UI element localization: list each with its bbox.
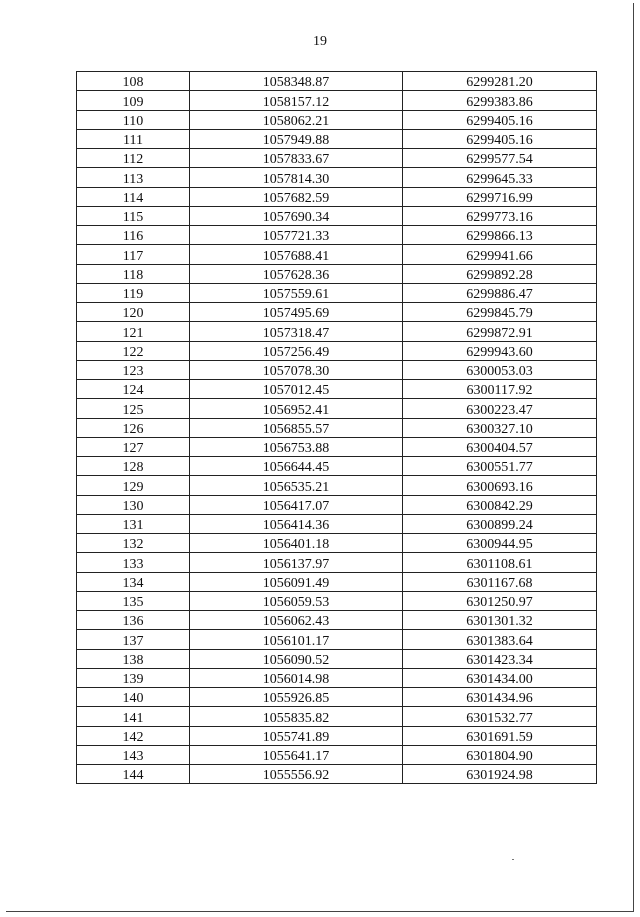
x-coordinate-cell: 1057814.30 (190, 168, 403, 187)
point-number-cell: 143 (77, 745, 190, 764)
point-number-cell: 130 (77, 495, 190, 514)
y-coordinate-cell: 6301167.68 (403, 572, 597, 591)
y-coordinate-cell: 6301434.00 (403, 668, 597, 687)
x-coordinate-cell: 1057318.47 (190, 322, 403, 341)
table-row (77, 418, 597, 437)
x-coordinate-cell: 1055741.89 (190, 726, 403, 745)
y-coordinate-cell: 6300551.77 (403, 457, 597, 476)
x-coordinate-cell: 1056059.53 (190, 591, 403, 610)
point-number-cell: 123 (77, 360, 190, 379)
x-coordinate-cell: 1057721.33 (190, 226, 403, 245)
table-row (77, 726, 597, 745)
x-coordinate-cell: 1057256.49 (190, 341, 403, 360)
point-number-cell: 110 (77, 110, 190, 129)
point-number-cell: 125 (77, 399, 190, 418)
table-row (77, 649, 597, 668)
point-number-cell: 122 (77, 341, 190, 360)
x-coordinate-cell: 1057690.34 (190, 206, 403, 225)
y-coordinate-cell: 6300944.95 (403, 534, 597, 553)
table-row (77, 630, 597, 649)
table-row (77, 360, 597, 379)
table-row (77, 688, 597, 707)
x-coordinate-cell: 1056855.57 (190, 418, 403, 437)
table-row (77, 534, 597, 553)
table-row (77, 765, 597, 784)
point-number-cell: 111 (77, 129, 190, 148)
x-coordinate-cell: 1055835.82 (190, 707, 403, 726)
y-coordinate-cell: 6300053.03 (403, 360, 597, 379)
table-row (77, 187, 597, 206)
y-coordinate-cell: 6299716.99 (403, 187, 597, 206)
point-number-cell: 109 (77, 91, 190, 110)
x-coordinate-cell: 1058348.87 (190, 72, 403, 91)
y-coordinate-cell: 6300899.24 (403, 514, 597, 533)
coordinates-table-body (77, 72, 597, 784)
y-coordinate-cell: 6299943.60 (403, 341, 597, 360)
point-number-cell: 108 (77, 72, 190, 91)
point-number-cell: 115 (77, 206, 190, 225)
y-coordinate-cell: 6301301.32 (403, 611, 597, 630)
point-number-cell: 141 (77, 707, 190, 726)
table-row (77, 91, 597, 110)
point-number-cell: 128 (77, 457, 190, 476)
x-coordinate-cell: 1057559.61 (190, 283, 403, 302)
x-coordinate-cell: 1056535.21 (190, 476, 403, 495)
x-coordinate-cell: 1056137.97 (190, 553, 403, 572)
x-coordinate-cell: 1056952.41 (190, 399, 403, 418)
scan-speck (512, 859, 514, 860)
x-coordinate-cell: 1057495.69 (190, 303, 403, 322)
x-coordinate-cell: 1057682.59 (190, 187, 403, 206)
x-coordinate-cell: 1055926.85 (190, 688, 403, 707)
y-coordinate-cell: 6299645.33 (403, 168, 597, 187)
y-coordinate-cell: 6300327.10 (403, 418, 597, 437)
x-coordinate-cell: 1057628.36 (190, 264, 403, 283)
point-number-cell: 140 (77, 688, 190, 707)
y-coordinate-cell: 6301691.59 (403, 726, 597, 745)
page-number: 19 (313, 34, 327, 49)
point-number-cell: 119 (77, 283, 190, 302)
table-row (77, 591, 597, 610)
point-number-cell: 138 (77, 649, 190, 668)
table-row (77, 437, 597, 456)
y-coordinate-cell: 6300404.57 (403, 437, 597, 456)
point-number-cell: 132 (77, 534, 190, 553)
y-coordinate-cell: 6301383.64 (403, 630, 597, 649)
table-row (77, 457, 597, 476)
point-number-cell: 131 (77, 514, 190, 533)
x-coordinate-cell: 1056091.49 (190, 572, 403, 591)
x-coordinate-cell: 1056090.52 (190, 649, 403, 668)
y-coordinate-cell: 6300693.16 (403, 476, 597, 495)
x-coordinate-cell: 1056753.88 (190, 437, 403, 456)
table-row (77, 72, 597, 91)
table-row (77, 110, 597, 129)
coordinates-table (76, 71, 597, 784)
y-coordinate-cell: 6301532.77 (403, 707, 597, 726)
table-row (77, 168, 597, 187)
table-row (77, 514, 597, 533)
point-number-cell: 139 (77, 668, 190, 687)
table-row (77, 226, 597, 245)
point-number-cell: 135 (77, 591, 190, 610)
point-number-cell: 127 (77, 437, 190, 456)
table-row (77, 129, 597, 148)
point-number-cell: 136 (77, 611, 190, 630)
point-number-cell: 118 (77, 264, 190, 283)
x-coordinate-cell: 1055641.17 (190, 745, 403, 764)
x-coordinate-cell: 1056401.18 (190, 534, 403, 553)
y-coordinate-cell: 6299405.16 (403, 110, 597, 129)
x-coordinate-cell: 1057949.88 (190, 129, 403, 148)
y-coordinate-cell: 6301434.96 (403, 688, 597, 707)
table-row (77, 707, 597, 726)
table-row (77, 572, 597, 591)
point-number-cell: 137 (77, 630, 190, 649)
x-coordinate-cell: 1056062.43 (190, 611, 403, 630)
y-coordinate-cell: 6299866.13 (403, 226, 597, 245)
x-coordinate-cell: 1056014.98 (190, 668, 403, 687)
point-number-cell: 129 (77, 476, 190, 495)
y-coordinate-cell: 6301423.34 (403, 649, 597, 668)
y-coordinate-cell: 6299872.91 (403, 322, 597, 341)
point-number-cell: 112 (77, 149, 190, 168)
point-number-cell: 133 (77, 553, 190, 572)
y-coordinate-cell: 6299773.16 (403, 206, 597, 225)
x-coordinate-cell: 1057688.41 (190, 245, 403, 264)
point-number-cell: 144 (77, 765, 190, 784)
y-coordinate-cell: 6300223.47 (403, 399, 597, 418)
table-row (77, 495, 597, 514)
point-number-cell: 114 (77, 187, 190, 206)
y-coordinate-cell: 6301924.98 (403, 765, 597, 784)
table-row (77, 380, 597, 399)
table-row (77, 206, 597, 225)
x-coordinate-cell: 1058157.12 (190, 91, 403, 110)
y-coordinate-cell: 6299383.86 (403, 91, 597, 110)
point-number-cell: 134 (77, 572, 190, 591)
table-row (77, 283, 597, 302)
x-coordinate-cell: 1055556.92 (190, 765, 403, 784)
y-coordinate-cell: 6299886.47 (403, 283, 597, 302)
x-coordinate-cell: 1057833.67 (190, 149, 403, 168)
y-coordinate-cell: 6299845.79 (403, 303, 597, 322)
point-number-cell: 142 (77, 726, 190, 745)
table-row (77, 341, 597, 360)
table-row (77, 245, 597, 264)
table-row (77, 322, 597, 341)
y-coordinate-cell: 6301108.61 (403, 553, 597, 572)
table-row (77, 264, 597, 283)
y-coordinate-cell: 6299577.54 (403, 149, 597, 168)
y-coordinate-cell: 6299281.20 (403, 72, 597, 91)
table-row (77, 745, 597, 764)
y-coordinate-cell: 6301804.90 (403, 745, 597, 764)
point-number-cell: 124 (77, 380, 190, 399)
table-row (77, 399, 597, 418)
x-coordinate-cell: 1057078.30 (190, 360, 403, 379)
table-row (77, 149, 597, 168)
y-coordinate-cell: 6300842.29 (403, 495, 597, 514)
y-coordinate-cell: 6300117.92 (403, 380, 597, 399)
x-coordinate-cell: 1056414.36 (190, 514, 403, 533)
table-row (77, 303, 597, 322)
table-row (77, 668, 597, 687)
table-row (77, 553, 597, 572)
x-coordinate-cell: 1056644.45 (190, 457, 403, 476)
point-number-cell: 120 (77, 303, 190, 322)
table-row (77, 476, 597, 495)
x-coordinate-cell: 1056101.17 (190, 630, 403, 649)
x-coordinate-cell: 1058062.21 (190, 110, 403, 129)
table-row (77, 611, 597, 630)
y-coordinate-cell: 6299892.28 (403, 264, 597, 283)
point-number-cell: 121 (77, 322, 190, 341)
point-number-cell: 117 (77, 245, 190, 264)
point-number-cell: 126 (77, 418, 190, 437)
x-coordinate-cell: 1057012.45 (190, 380, 403, 399)
x-coordinate-cell: 1056417.07 (190, 495, 403, 514)
y-coordinate-cell: 6301250.97 (403, 591, 597, 610)
point-number-cell: 116 (77, 226, 190, 245)
y-coordinate-cell: 6299405.16 (403, 129, 597, 148)
y-coordinate-cell: 6299941.66 (403, 245, 597, 264)
point-number-cell: 113 (77, 168, 190, 187)
